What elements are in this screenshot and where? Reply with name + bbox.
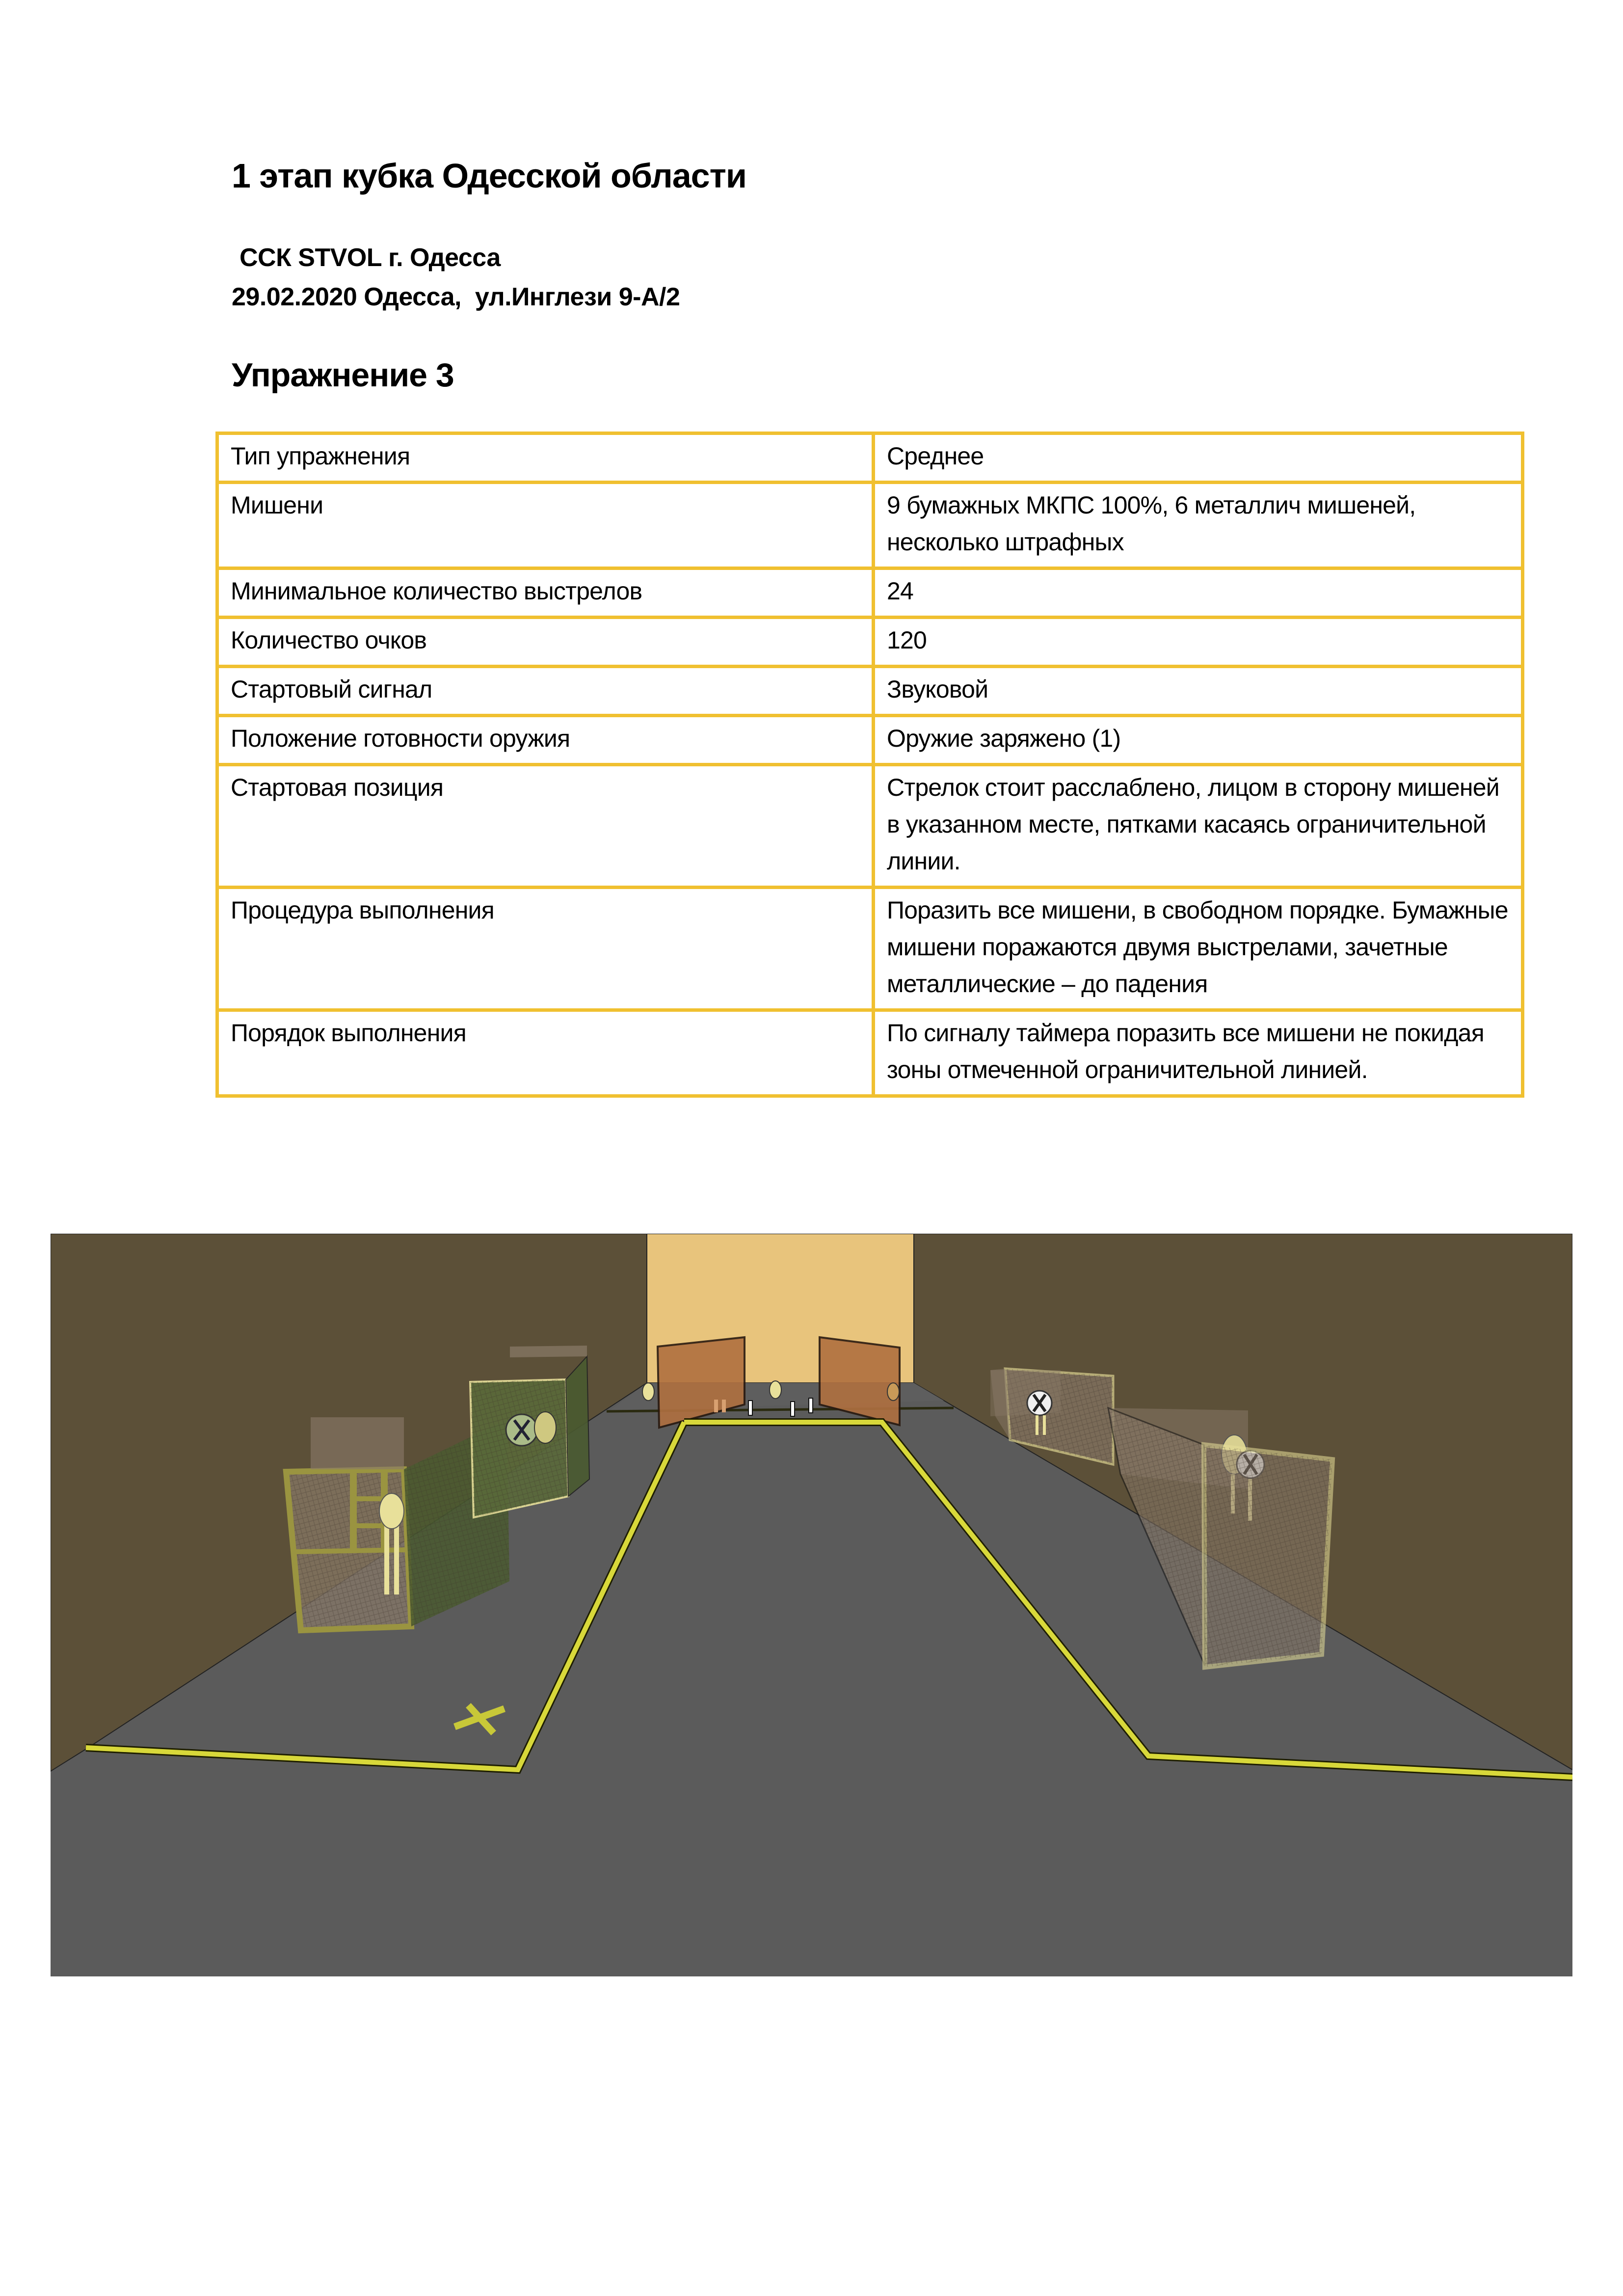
row-label: Стартовый сигнал (217, 667, 874, 716)
row-value: Среднее (874, 433, 1523, 483)
row-label: Мишени (217, 483, 874, 568)
row-label: Минимальное количество выстрелов (217, 568, 874, 618)
table-row (217, 1010, 1523, 1096)
table-row (217, 433, 1523, 483)
exercise-info-table (215, 432, 1524, 1098)
table-row (217, 483, 1523, 568)
organizer: ССК STVOL г. Одесса (239, 243, 501, 272)
row-label: Количество очков (217, 618, 874, 667)
row-value: 24 (874, 568, 1523, 618)
document-title: 1 этап кубка Одесской области (232, 157, 746, 195)
row-label: Стартовая позиция (217, 765, 874, 888)
table-row (217, 667, 1523, 716)
row-value: Оружие заряжено (1) (874, 716, 1523, 765)
exercise-title: Упражнение 3 (232, 356, 454, 394)
row-value: Звуковой (874, 667, 1523, 716)
row-value: 120 (874, 618, 1523, 667)
stage-render-image (51, 1234, 1572, 1976)
table-row (217, 716, 1523, 765)
row-value: По сигналу таймера поразить все мишени не покидая зоны отмеченной ограничительной линией. (874, 1010, 1523, 1096)
table-row (217, 568, 1523, 618)
row-value: 9 бумажных МКПС 100%, 6 металлич мишеней, несколько штрафных (874, 483, 1523, 568)
stage-render-svg (51, 1234, 1572, 1976)
row-value: Стрелок стоит расслаблено, лицом в сторону мишеней в указанном месте, пятками касаясь ограничительной линии. (874, 765, 1523, 888)
table-row (217, 888, 1523, 1010)
row-value: Поразить все мишени, в свободном порядке. Бумажные мишени поражаются двумя выстрелами, зачетные металлические – до падения (874, 888, 1523, 1010)
row-label: Порядок выполнения (217, 1010, 874, 1096)
table-row (217, 765, 1523, 888)
date-address: 29.02.2020 Одесса, ул.Инглези 9-А/2 (232, 283, 680, 311)
row-label: Тип упражнения (217, 433, 874, 483)
table-row (217, 618, 1523, 667)
row-label: Процедура выполнения (217, 888, 874, 1010)
row-label: Положение готовности оружия (217, 716, 874, 765)
